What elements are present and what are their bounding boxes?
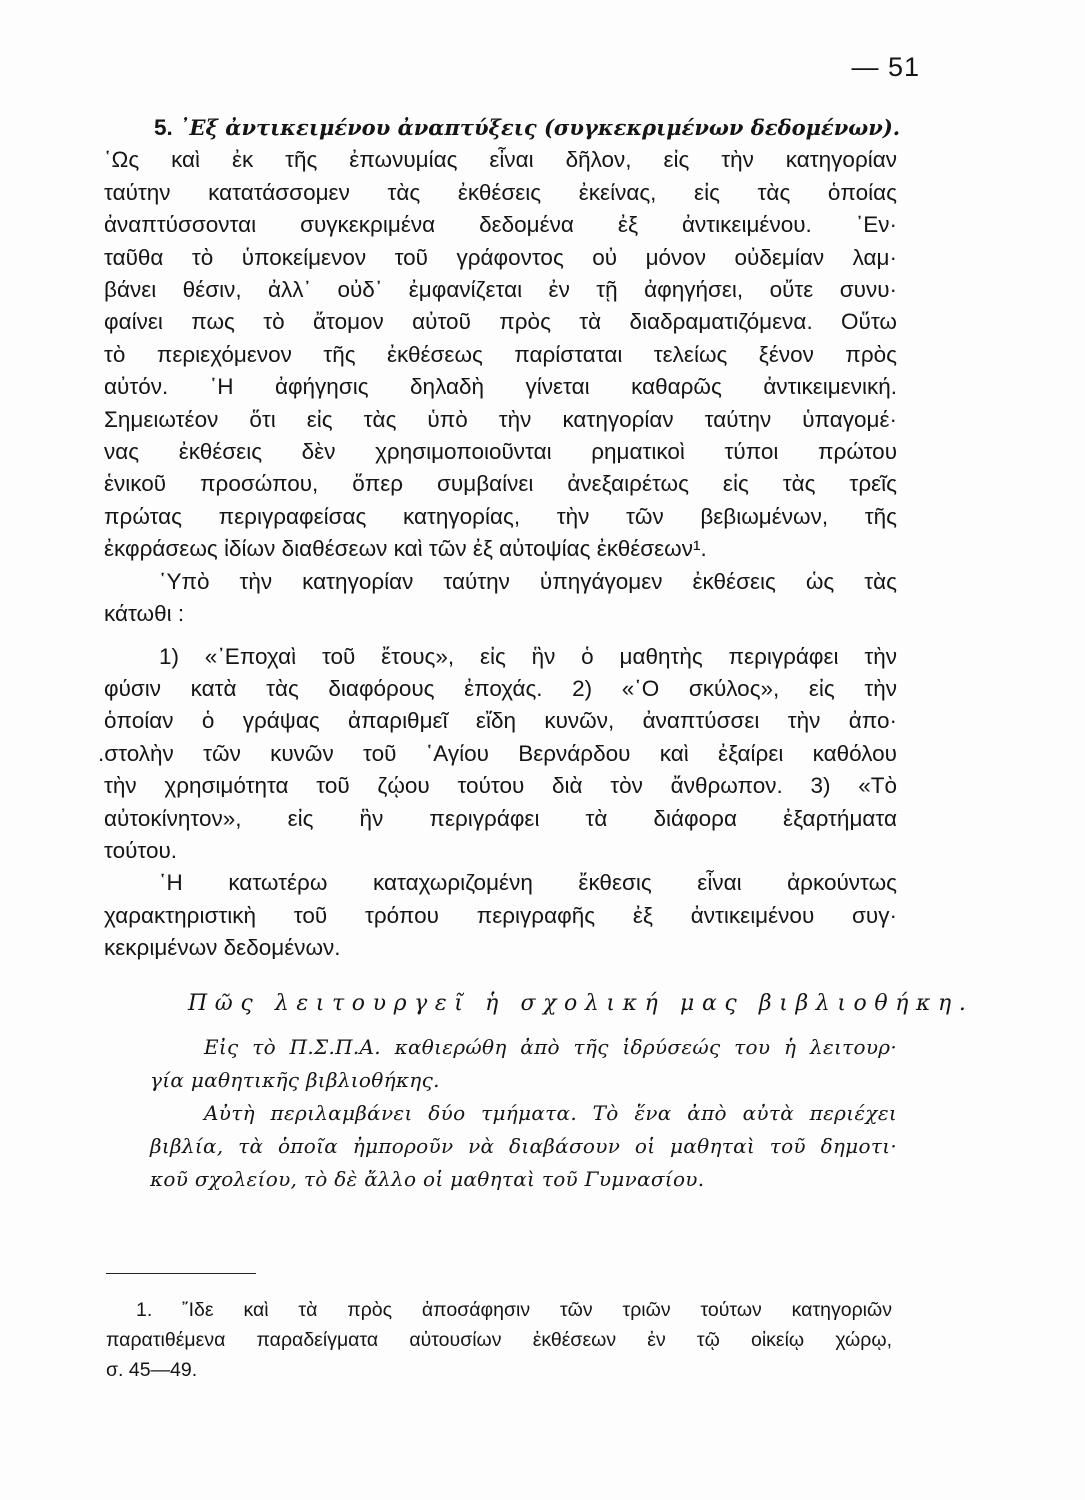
text-line: αὐτόν. ῾Η ἀφήγησις δηλαδὴ γίνεται καθαρῶς ἀντικειμενική. (104, 374, 897, 400)
footnote-line: παρατιθέμενα παραδείγματα αὐτουσίων ἐκθέσεων ἐν τῷ οἰκείῳ χώρῳ, (106, 1329, 892, 1351)
text-line: .στολὴν τῶν κυνῶν τοῦ ῾Αγίου Βερνάρδου καὶ ἐξαίρει καθόλου (98, 740, 897, 766)
footnote-divider (106, 1273, 256, 1274)
text-line: ταῦθα τὸ ὑποκείμενον τοῦ γράφοντος οὐ μόνον οὐδεμίαν λαμ· (104, 244, 897, 270)
text-line: ῾Ως καὶ ἐκ τῆς ἐπωνυμίας εἶναι δῆλον, εἰς τὴν κατηγορίαν (104, 147, 897, 173)
text-line: ὁποίαν ὁ γράψας ἀπαριθμεῖ εἴδη κυνῶν, ἀναπτύσσει τὴν ἀπο· (104, 708, 897, 734)
section-number: 5. (154, 115, 173, 140)
paragraph-examples (98, 641, 897, 868)
footnote-line: 1. ῎Ιδε καὶ τὰ πρὸς ἀποσάφησιν τῶν τριῶν τούτων κατηγοριῶν (136, 1299, 892, 1321)
essay-line: κοῦ σχολείου, τὸ δὲ ἄλλο οἱ μαθηταὶ τοῦ Γυμνασίου. (150, 1166, 705, 1191)
section-heading (104, 112, 901, 144)
text-line: Σημειωτέον ὅτι εἰς τὰς ὑπὸ τὴν κατηγορίαν ταύτην ὑπαγομέ· (104, 406, 897, 432)
text-line: νας ἐκθέσεις δὲν χρησιμοποιοῦνται ρηματικοὶ τύποι πρώτου (104, 439, 897, 465)
text-line: ἀναπτύσσονται συγκεκριμένα δεδομένα ἐξ ἀντικειμένου. ᾿Εν· (104, 212, 897, 238)
essay-title: Πῶς λειτουργεῖ ἡ σχολική μας βιβλιοθήκη. (188, 990, 974, 1016)
text-line: κάτωθι : (104, 601, 185, 627)
text-line: φαίνει πως τὸ ἄτομον αὐτοῦ πρὸς τὰ διαδραματιζόμενα. Οὕτω (104, 309, 897, 335)
footnote (106, 1295, 892, 1385)
text-line: τούτου. (104, 837, 178, 863)
main-text (98, 112, 974, 1196)
text-line: ἑνικοῦ προσώπου, ὅπερ συμβαίνει ἀνεξαιρέτως εἰς τὰς τρεῖς (104, 471, 897, 497)
paragraph-intro (104, 144, 897, 565)
essay-line: γία μαθητικῆς βιβλιοθήκης. (150, 1067, 440, 1092)
essay-line: Αὐτὴ περιλαμβάνει δύο τμήματα. Τὸ ἕνα ἀπὸ αὐτὰ περιέχει (204, 1100, 897, 1125)
essay-body (104, 1031, 897, 1196)
text-line: ἐκφράσεως ἰδίων διαθέσεων καὶ τῶν ἐξ αὐτοψίας ἐκθέσεων¹. (104, 536, 707, 562)
text-line: χαρακτηριστικὴ τοῦ τρόπου περιγραφῆς ἐξ ἀντικειμένου συγ· (104, 902, 897, 928)
essay-line: Εἰς τὸ Π.Σ.Π.Α. καθιερώθη ἀπὸ τῆς ἱδρύσεώς του ἡ λειτουρ· (204, 1034, 897, 1059)
text-line: τὸ περιεχόμενον τῆς ἐκθέσεως παρίσταται τελείως ξένον πρὸς (104, 341, 897, 367)
text-line: ῾Υπὸ τὴν κατηγορίαν ταύτην ὑπηγάγομεν ἐκθέσεις ὡς τὰς (159, 568, 897, 594)
section-title: ᾿Εξ ἀντικειμένου ἀναπτύξεις (συγκεκριμένων δεδομένων). (179, 115, 901, 140)
page-number: — 51 (851, 52, 920, 82)
text-line: βάνει θέσιν, ἀλλ᾿ οὐδ᾿ ἐμφανίζεται ἐν τῇ ἀφηγήσει, οὔτε συνυ· (104, 277, 897, 303)
text-line: 1) «᾿Εποχαὶ τοῦ ἔτους», εἰς ἣν ὁ μαθητὴς περιγράφει τὴν (159, 643, 897, 669)
text-line: τὴν χρησιμότητα τοῦ ζῴου τούτου διὰ τὸν ἄνθρωπον. 3) «Τὸ (104, 773, 897, 799)
text-line: αὐτοκίνητον», εἰς ἣν περιγράφει τὰ διάφορα ἐξαρτήματα (104, 805, 897, 831)
text-line: ταύτην κατατάσσομεν τὰς ἐκθέσεις ἐκείνας, εἰς τὰς ὁποίας (104, 179, 897, 205)
essay-line: βιβλία, τὰ ὁποῖα ἠμποροῦν νὰ διαβάσουν οἱ μαθηταὶ τοῦ δημοτι· (150, 1133, 897, 1158)
text-line: πρώτας περιγραφείσας κατηγορίας, τὴν τῶν βεβιωμένων, τῆς (104, 503, 897, 529)
text-line: φύσιν κατὰ τὰς διαφόρους ἐποχάς. 2) «῾Ο σκύλος», εἰς τὴν (104, 675, 897, 701)
text-line: ῾Η κατωτέρω καταχωριζομένη ἔκθεσις εἶναι ἀρκούντως (159, 870, 897, 896)
text-line: κεκριμένων δεδομένων. (104, 935, 341, 961)
footnote-line: σ. 45—49. (106, 1359, 198, 1381)
paragraph-essay-intro (104, 867, 897, 964)
paragraph-examples-intro (104, 566, 897, 631)
